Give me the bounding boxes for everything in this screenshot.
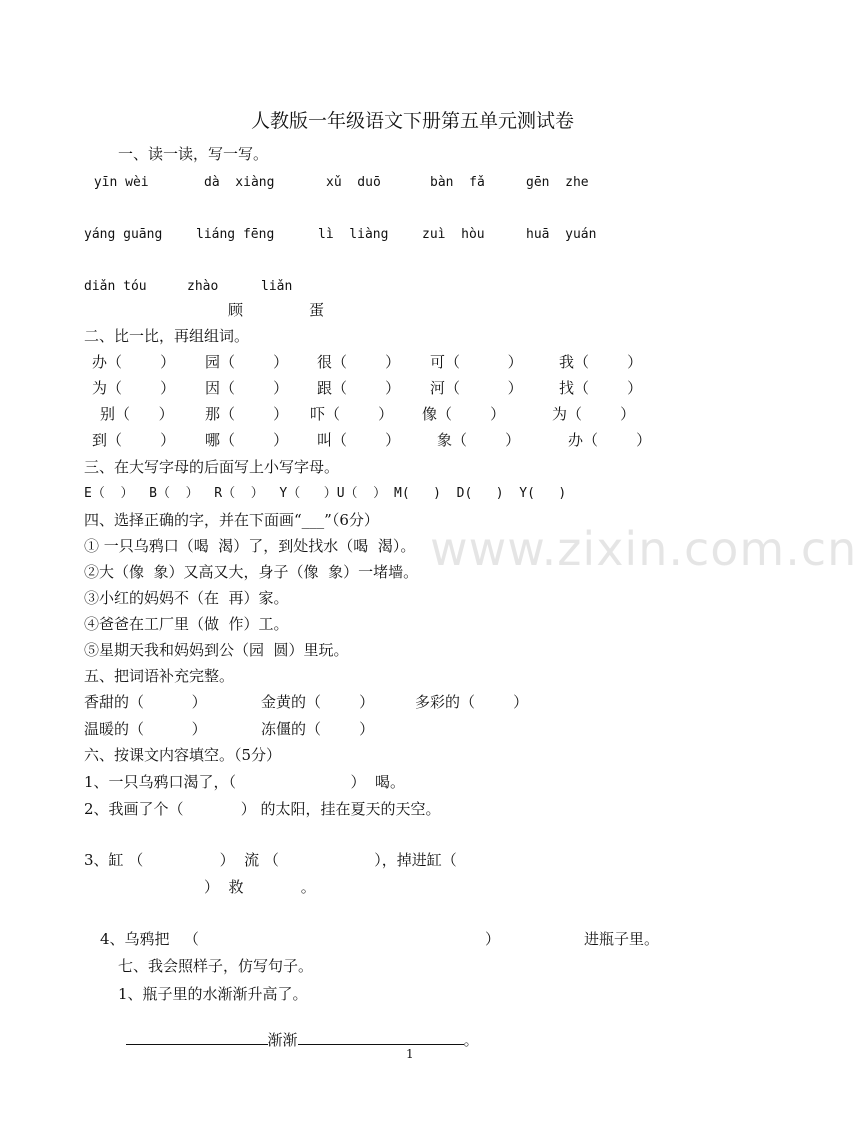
pinyin-item: xǔ duō — [326, 175, 381, 190]
blank-line — [126, 1029, 268, 1045]
compare-item: 可（ ） — [430, 353, 523, 371]
text-fill-item: 3、缸 （ ） 流 （ ），掉进缸（ — [84, 851, 457, 869]
char-item: 蛋 — [309, 301, 325, 319]
text-fill-item: 1、一只乌鸦口渴了，（ ） 喝。 — [84, 773, 406, 791]
choice-item: ⑤星期天我和妈妈到公（园 圆）里玩。 — [84, 641, 349, 659]
pinyin-item: liáng fēng — [196, 227, 275, 242]
compare-item: 河（ ） — [430, 379, 523, 397]
pinyin-item: bàn fǎ — [430, 175, 485, 190]
compare-item: 为（ ） — [92, 379, 176, 397]
compare-item: 办（ ） — [568, 431, 652, 449]
blank-end-text: 。 — [463, 1031, 479, 1049]
section-7-heading: 七、我会照样子，仿写句子。 — [118, 957, 314, 975]
text-fill-item: 2、我画了个（ ） 的太阳，挂在夏天的天空。 — [84, 800, 441, 818]
compare-item: 为（ ） — [552, 405, 636, 423]
pinyin-item: yáng guāng — [84, 227, 163, 242]
choice-item: ③小红的妈妈不（在 再）家。 — [84, 589, 289, 607]
page-number: 1 — [406, 1047, 414, 1061]
fill-word-item: 香甜的（ ） — [84, 693, 207, 711]
pinyin-item: liǎn — [261, 279, 293, 294]
fill-word-item: 冻僵的（ ） — [261, 720, 375, 738]
section-2-heading: 二、比一比，再组组词。 — [84, 327, 250, 345]
compare-item: 园（ ） — [205, 353, 289, 371]
letter-row: E（ ） B（ ） R（ ） Y（ ）U（ ） M( ) D( ) Y( ) — [84, 486, 567, 501]
pinyin-item: dà xiàng — [204, 175, 275, 190]
pinyin-item: huā yuán — [526, 227, 597, 242]
compare-item: 哪（ ） — [205, 431, 289, 449]
section-3-heading: 三、在大写字母的后面写上小写字母。 — [84, 458, 340, 476]
pinyin-item: lì liàng — [318, 227, 389, 242]
compare-item: 到（ ） — [92, 431, 176, 449]
pinyin-item: diǎn tóu — [84, 279, 147, 294]
pinyin-item: yīn wèi — [86, 175, 149, 190]
section-5-heading: 五、把词语补充完整。 — [84, 667, 235, 685]
sentence-example: 1、瓶子里的水渐渐升高了。 — [118, 985, 308, 1003]
compare-item: 吓（ ） — [310, 405, 394, 423]
compare-item: 叫（ ） — [317, 431, 401, 449]
compare-item: 象（ ） — [437, 431, 521, 449]
section-6-heading: 六、按课文内容填空。（5分） — [84, 746, 282, 764]
compare-item: 办（ ） — [92, 353, 176, 371]
text-fill-item: 进瓶子里。 — [584, 930, 660, 948]
section-4-heading: 四、选择正确的字，并在下面画“___”（6分） — [84, 511, 379, 529]
choice-item: ① 一只乌鸦口（喝 渴）了，到处找水（喝 渴）。 — [84, 537, 416, 555]
blank-line — [298, 1029, 464, 1045]
text-fill-item: ） 救 。 — [204, 878, 316, 896]
compare-item: 找（ ） — [559, 379, 643, 397]
text-fill-item: ） — [485, 930, 501, 948]
compare-item: 别（ ） — [100, 405, 174, 423]
section-1-heading: 一、读一读，写一写。 — [118, 145, 269, 163]
pinyin-item: gēn zhe — [526, 175, 589, 190]
compare-item: 像（ ） — [422, 405, 506, 423]
fill-word-item: 多彩的（ ） — [415, 693, 529, 711]
fill-word-item: 温暖的（ ） — [84, 720, 207, 738]
fill-word-item: 金黄的（ ） — [261, 693, 375, 711]
char-item: 顾 — [228, 301, 244, 319]
compare-item: 跟（ ） — [317, 379, 401, 397]
pinyin-item: zhào — [187, 279, 219, 294]
text-fill-item: 4、乌鸦把 （ — [100, 930, 199, 948]
choice-item: ②大（像 象）又高又大，身子（像 象）一堵墙。 — [84, 563, 419, 581]
compare-item: 很（ ） — [317, 353, 401, 371]
choice-item: ④爸爸在工厂里（做 作）工。 — [84, 615, 289, 633]
sentence-blank-row — [116, 1011, 479, 1049]
watermark: www.zixin.com.cn — [430, 522, 857, 576]
compare-item: 我（ ） — [559, 353, 643, 371]
compare-item: 因（ ） — [205, 379, 289, 397]
page-title: 人教版一年级语文下册第五单元测试卷 — [251, 110, 575, 132]
blank-middle-text: 渐渐 — [267, 1031, 298, 1049]
pinyin-item: zuì hòu — [422, 227, 485, 242]
compare-item: 那（ ） — [205, 405, 289, 423]
